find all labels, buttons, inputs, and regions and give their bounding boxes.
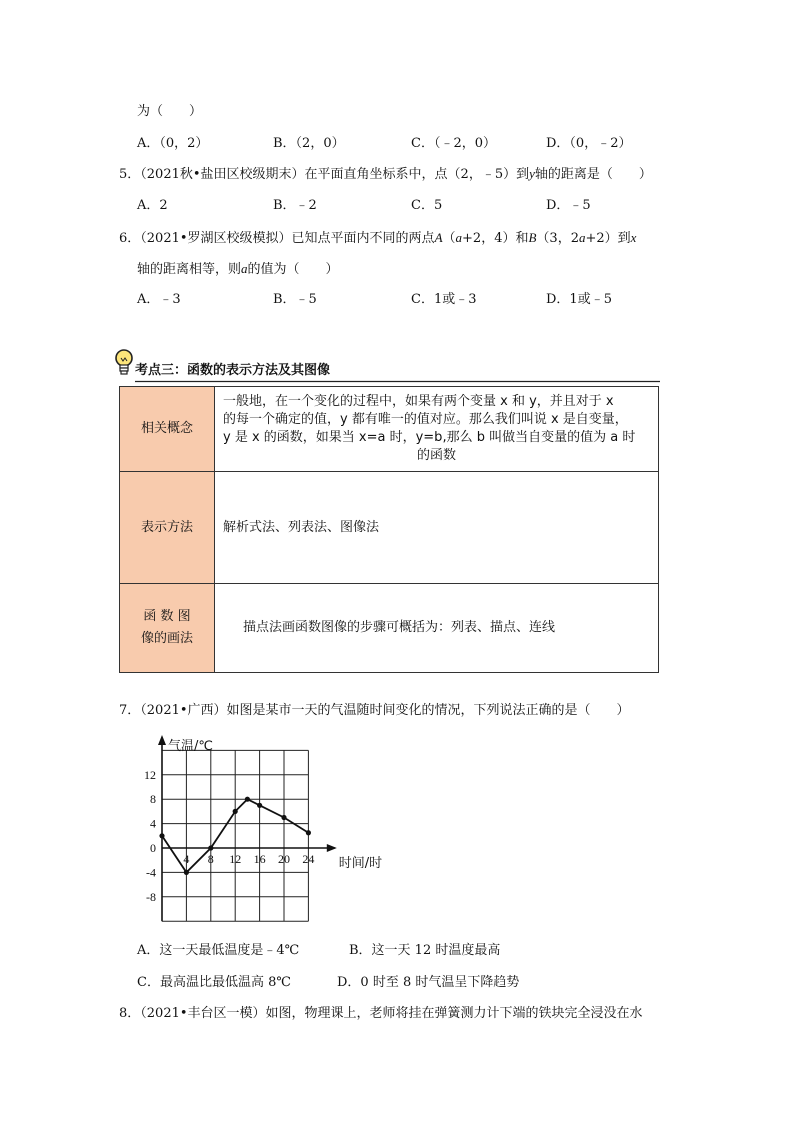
q7-stem [119, 703, 630, 719]
y-tick-label: 12 [144, 767, 156, 782]
y-tick-label: -8 [146, 889, 156, 904]
concept-line-2: 的每一个确定的值，y 都有唯一的值对应。那么我们叫说 x 是自变量， [223, 412, 628, 427]
x-tick-label: 4 [183, 852, 190, 866]
q4-option-c: C．（﹣2，0） [411, 136, 496, 151]
data-point [306, 830, 311, 835]
q7-number: 7． [119, 703, 141, 718]
q6-point-b: B [528, 230, 537, 245]
q6-point-a: A [434, 230, 443, 245]
q8-number: 8． [119, 1006, 141, 1021]
q6-option-b: B．﹣5 [273, 292, 317, 307]
data-point [159, 833, 164, 838]
q7-stem-text: 如图是某市一天的气温随时间变化的情况，下列说法正确的是（ ） [226, 703, 630, 718]
data-point [257, 803, 262, 808]
table-row [120, 472, 659, 584]
row-head-concept: 相关概念 [120, 387, 215, 472]
data-point [245, 797, 250, 802]
data-point [184, 870, 189, 875]
x-tick-label: 24 [302, 852, 315, 866]
q8-stem-text: 如图，物理课上，老师将挂在弹簧测力计下端的铁块完全浸没在水 [265, 1006, 643, 1021]
q6-source: （2021•罗湖区校级模拟） [140, 231, 292, 246]
section-title: 考点三：函数的表示方法及其图像 [135, 363, 331, 378]
x-tick-label: 16 [253, 852, 266, 866]
q5-stem-b: 轴的距离是（ ） [534, 167, 652, 182]
q5-option-a: A．2 [137, 198, 168, 213]
data-point [233, 809, 238, 814]
q4-stem-tail: 为（ ） [137, 104, 203, 119]
table-row [120, 584, 659, 673]
table-row [120, 387, 659, 472]
q6-var-x: x [630, 230, 637, 245]
q6-var-a3: a [241, 261, 248, 276]
q7-option-d: D．0 时至 8 时气温呈下降趋势 [337, 975, 520, 990]
q7-source: （2021•广西） [140, 703, 227, 718]
q6-stem-a: 已知点平面内不同的两点 [291, 231, 435, 246]
q7-option-b: B．这一天 12 时温度最高 [349, 943, 501, 958]
q6-stem-line1 [119, 230, 636, 247]
row-body-drawing: 描点法画函数图像的步骤可概括为：列表、描点、连线 [215, 584, 659, 673]
q7-option-a: A．这一天最低温度是﹣4℃ [137, 943, 300, 958]
q6-stem-d: （3，2 [536, 231, 579, 246]
y-tick-label: 8 [150, 792, 156, 807]
y-tick-label: 4 [150, 816, 156, 831]
q6-line2-a: 轴的距离相等，则 [137, 262, 242, 277]
data-point [281, 815, 286, 820]
y-tick-label: -4 [146, 865, 156, 880]
row-head-drawing-l2: 像的画法 [140, 631, 193, 646]
section-underline [135, 380, 660, 383]
row-head-methods: 表示方法 [120, 472, 215, 584]
q6-option-a: A．﹣3 [137, 292, 181, 307]
q5-var-y: y [529, 166, 535, 181]
row-head-drawing-l1: 函 数 图 [143, 609, 191, 624]
q5-stem-a: 在平面直角坐标系中，点（2，﹣5）到 [304, 167, 530, 182]
temperature-chart [138, 733, 383, 928]
q4-option-b: B．（2，0） [273, 136, 345, 151]
q5-option-d: D．﹣5 [546, 198, 591, 213]
x-axis-label: 时间/时 [338, 856, 383, 871]
q5-source: （2021秋•盐田区校级期末） [140, 167, 305, 182]
concept-line-4: 的函数 [416, 448, 456, 463]
q6-number: 6． [119, 231, 141, 246]
y-axis-label: 气温/℃ [168, 739, 213, 754]
x-axis-arrow [327, 844, 337, 852]
q5-option-b: B．﹣2 [273, 198, 317, 213]
q7-option-c: C．最高温比最低温高 8℃ [137, 975, 291, 990]
concept-line-1: 一般地，在一个变化的过程中，如果有两个变量 x 和 y，并且对于 x [223, 394, 614, 409]
q6-stem-line2 [137, 261, 339, 278]
y-tick-label: 0 [150, 841, 156, 855]
q8-source: （2021•丰台区一模） [140, 1006, 266, 1021]
q6-line2-b: 的值为（ ） [247, 262, 339, 277]
q4-option-a: A．（0，2） [137, 136, 209, 151]
row-body-methods: 解析式法、列表法、图像法 [215, 472, 659, 584]
concept-table [119, 386, 659, 673]
q6-option-c: C．1或﹣3 [411, 292, 477, 307]
row-body-concept [215, 387, 659, 472]
q5-number: 5． [119, 167, 141, 182]
q6-stem-b: （ [442, 231, 456, 246]
data-point [208, 845, 213, 850]
section-header [115, 346, 660, 386]
q6-stem-e: +2）到 [585, 231, 631, 246]
q6-option-d: D．1或﹣5 [546, 292, 612, 307]
q6-stem-c: +2，4）和 [462, 231, 529, 246]
lightbulb-icon [115, 346, 137, 380]
q5-option-c: C．5 [411, 198, 443, 213]
row-head-drawing [120, 584, 215, 673]
q5-stem [119, 166, 652, 183]
q4-option-d: D．（0，﹣2） [546, 136, 632, 151]
q8-stem [119, 1006, 643, 1022]
x-tick-label: 8 [207, 852, 214, 866]
x-tick-label: 20 [278, 852, 290, 866]
concept-line-3: y 是 x 的函数，如果当 x=a 时，y=b,那么 b 叫做当自变量的值为 a 时 [223, 430, 636, 445]
q6-var-a: a [455, 230, 463, 245]
q6-var-a2: a [578, 230, 586, 245]
y-axis-arrow [158, 735, 166, 745]
x-tick-label: 12 [229, 852, 242, 866]
